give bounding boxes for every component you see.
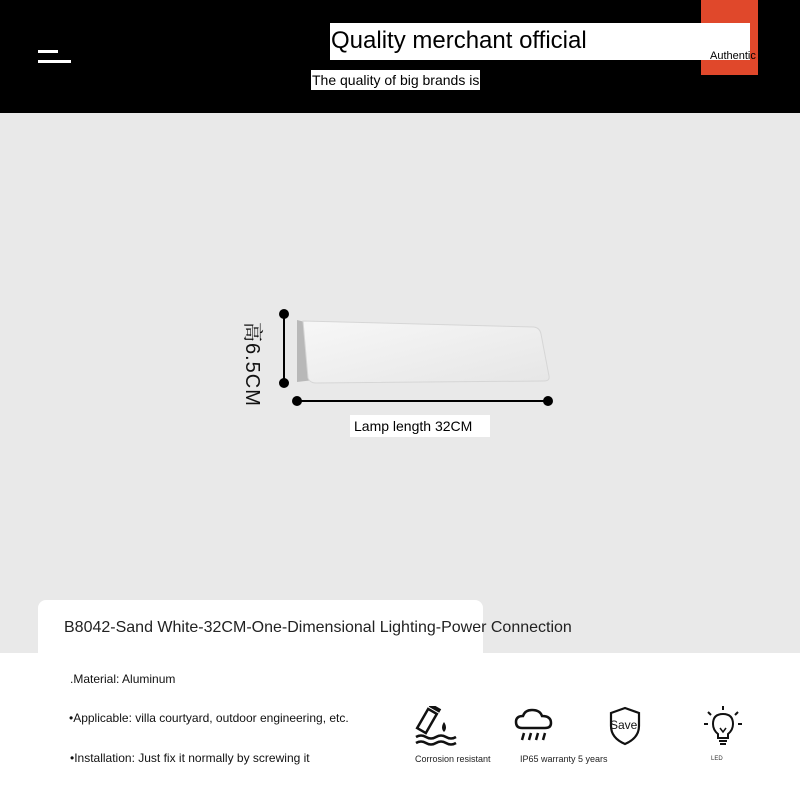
feature-label-corrosion: Corrosion resistant [415, 754, 491, 764]
lamp-illustration [0, 113, 800, 653]
height-dimension-top-dot [279, 309, 289, 319]
height-dimension-bottom-dot [279, 378, 289, 388]
spec-material: .Material: Aluminum [70, 672, 176, 686]
corrosion-icon [414, 706, 458, 748]
lamp-body [303, 321, 549, 383]
feature-label-save: Save [610, 718, 638, 732]
length-label: Lamp length 32CM [354, 418, 473, 434]
subhead: The quality of big brands is [312, 72, 480, 88]
led-bulb-icon [704, 706, 742, 752]
feature-label-ip65: IP65 warranty 5 years [520, 754, 608, 764]
authentic-badge-text: Authentic [710, 50, 756, 62]
height-label: 高6.5CM [241, 322, 263, 407]
feature-label-led: LED [711, 756, 723, 762]
headline: Quality merchant official [331, 27, 587, 54]
length-dimension-left-dot [292, 396, 302, 406]
length-dimension-right-dot [543, 396, 553, 406]
rain-cloud-icon [514, 708, 554, 744]
menu-icon[interactable] [38, 50, 72, 64]
spec-installation: •Installation: Just fix it normally by screwing it [70, 751, 310, 765]
product-title: B8042-Sand White-32CM-One-Dimensional Lighting-Power Connection [64, 619, 572, 636]
product-image-area [0, 113, 800, 653]
spec-applicable: •Applicable: villa courtyard, outdoor engineering, etc. [69, 711, 349, 725]
